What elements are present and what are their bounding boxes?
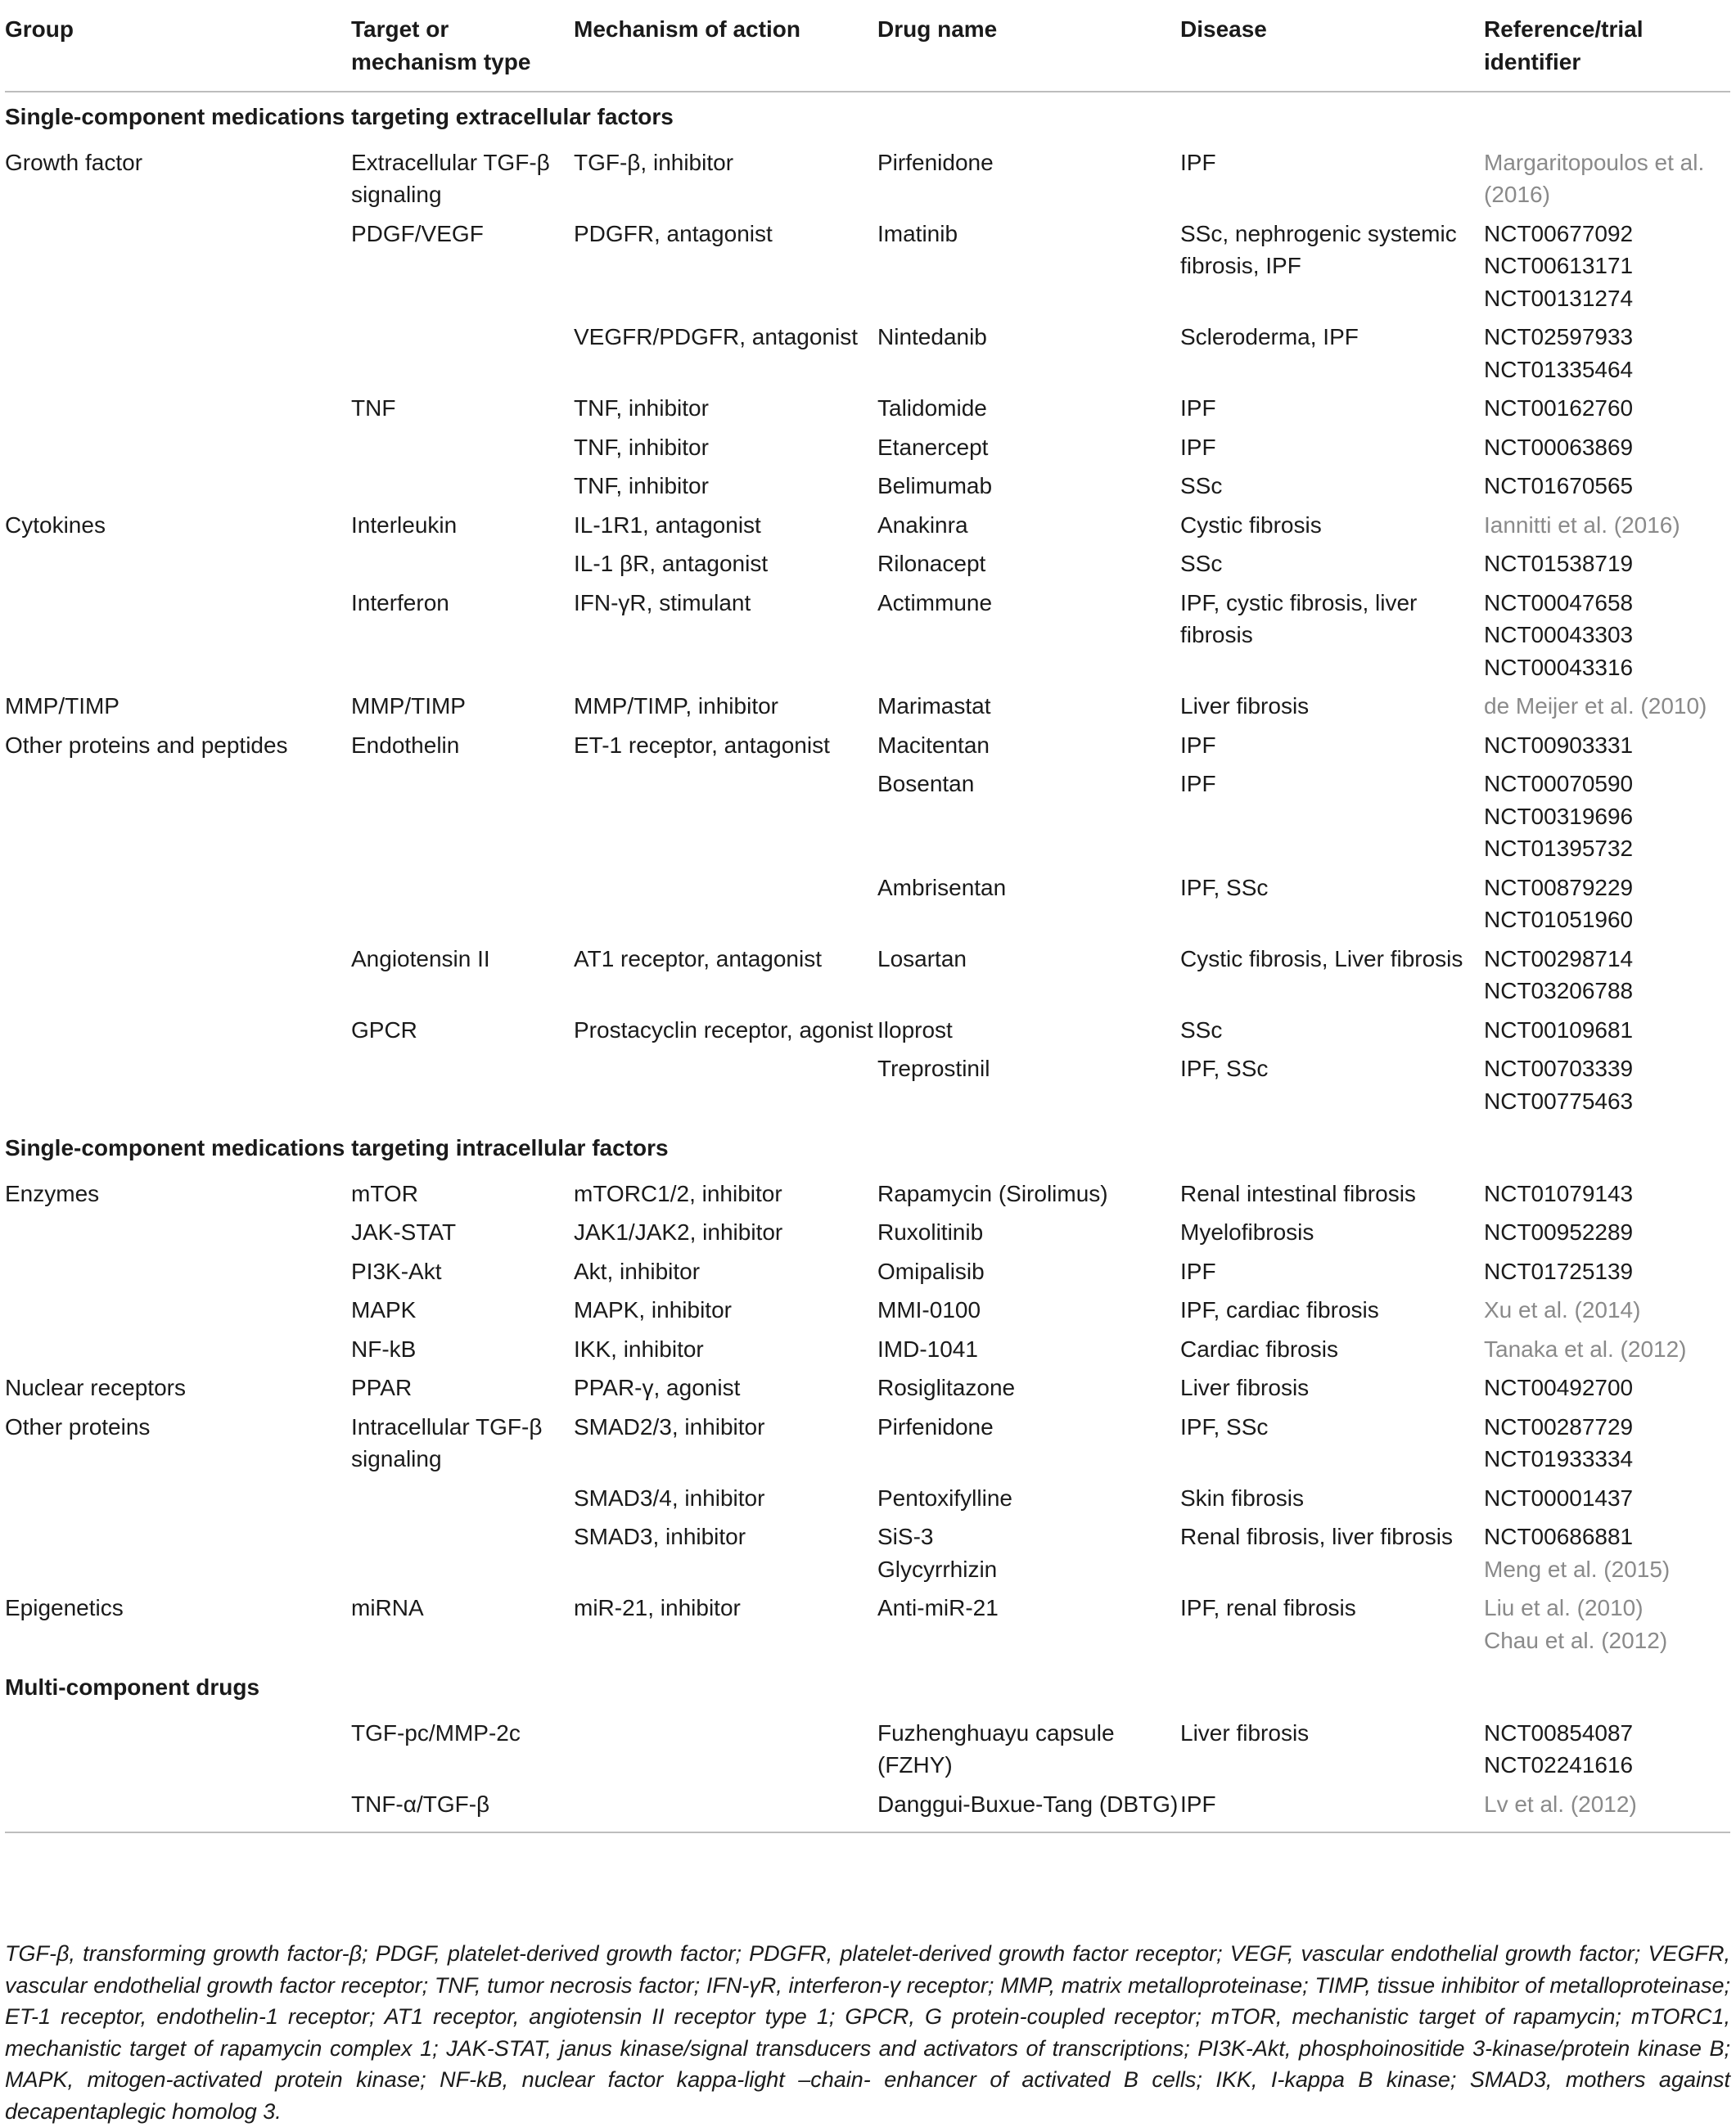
cell-disease: IPF, SSc	[1180, 874, 1269, 900]
cell-target	[351, 321, 574, 392]
cell-reference	[1484, 321, 1730, 392]
cell-drug-name: Danggui-Buxue-Tang (DBTG)	[877, 1788, 1180, 1833]
trial-identifier: NCT00903331	[1484, 732, 1634, 758]
table-row	[5, 1255, 1730, 1295]
cell-group	[5, 943, 351, 1014]
cell-group: Growth factor	[5, 149, 143, 175]
table-row	[5, 218, 1730, 322]
cell-reference	[1484, 138, 1730, 218]
cell-reference	[1484, 509, 1730, 548]
cell-disease: IPF, cystic fibrosis, liver fibrosis	[1180, 589, 1418, 647]
cell-reference	[1484, 392, 1730, 431]
cell-disease: SSc, nephrogenic systemic fibrosis, IPF	[1180, 220, 1457, 278]
cell-mechanism: IKK, inhibitor	[574, 1336, 704, 1362]
reference-link[interactable]: de Meijer et al. (2010)	[1484, 693, 1707, 719]
cell-reference	[1484, 1333, 1730, 1372]
table-row	[5, 1411, 1730, 1482]
cell-group: Epigenetics	[5, 1595, 124, 1620]
cell-drug-name: Talidomide	[877, 395, 987, 421]
trial-identifier: NCT00287729 NCT01933334	[1484, 1413, 1634, 1471]
cell-target: TGF-pc/MMP-2c	[351, 1719, 521, 1746]
cell-mechanism: ET-1 receptor, antagonist	[574, 732, 830, 758]
reference-link[interactable]: Meng et al. (2015)	[1484, 1556, 1671, 1582]
cell-drug-name: Rapamycin (Sirolimus)	[877, 1180, 1108, 1206]
cell-drug-name: Rilonacept	[877, 551, 986, 576]
cell-disease: Cystic fibrosis, Liver fibrosis	[1180, 945, 1463, 971]
cell-reference	[1484, 1411, 1730, 1482]
cell-disease: IPF, SSc	[1180, 1413, 1269, 1440]
cell-drug-name: Pirfenidone	[877, 149, 994, 175]
trial-identifier: NCT00686881	[1484, 1524, 1634, 1549]
table-row	[5, 872, 1730, 943]
cell-target: MAPK	[351, 1297, 417, 1323]
cell-reference	[1484, 1709, 1730, 1788]
cell-drug-name: SiS-3 Glycyrrhizin	[877, 1524, 998, 1582]
cell-reference	[1484, 729, 1730, 768]
cell-mechanism: JAK1/JAK2, inhibitor	[574, 1219, 783, 1245]
table-body	[5, 92, 1730, 1832]
cell-mechanism: PDGFR, antagonist	[574, 220, 773, 246]
section-header-row	[5, 92, 1730, 138]
cell-drug-name: Anti-miR-21	[877, 1595, 999, 1620]
cell-mechanism: mTORC1/2, inhibitor	[574, 1180, 782, 1206]
trial-identifier: NCT00047658 NCT00043303 NCT00043316	[1484, 589, 1634, 680]
cell-target	[351, 1521, 574, 1592]
cell-mechanism	[574, 872, 877, 943]
table-row	[5, 1052, 1730, 1124]
table-row	[5, 138, 1730, 218]
reference-link[interactable]: Tanaka et al. (2012)	[1484, 1336, 1687, 1362]
cell-reference	[1484, 587, 1730, 691]
cell-target: MMP/TIMP	[351, 693, 466, 719]
cell-group	[5, 548, 351, 587]
cell-mechanism: PPAR-γ, agonist	[574, 1375, 741, 1400]
header-row	[5, 13, 1730, 92]
reference-link[interactable]: Iannitti et al. (2016)	[1484, 511, 1680, 538]
cell-group	[5, 1709, 351, 1788]
cell-disease: IPF, renal fibrosis	[1180, 1595, 1356, 1620]
cell-target: mTOR	[351, 1180, 418, 1206]
cell-group	[5, 1216, 351, 1255]
cell-mechanism: IL-1 βR, antagonist	[574, 551, 769, 576]
cell-reference	[1484, 943, 1730, 1014]
trial-identifier: NCT00854087 NCT02241616	[1484, 1719, 1634, 1778]
table-row	[5, 392, 1730, 431]
table-row	[5, 548, 1730, 587]
table-row	[5, 729, 1730, 768]
cell-target: miRNA	[351, 1595, 424, 1620]
cell-reference	[1484, 1294, 1730, 1333]
cell-drug-name: Macitentan	[877, 732, 990, 758]
header-disease: Disease	[1180, 13, 1484, 92]
cell-group: Cytokines	[5, 511, 106, 538]
cell-mechanism: SMAD2/3, inhibitor	[574, 1413, 765, 1440]
cell-disease: IPF	[1180, 732, 1216, 758]
trial-identifier: NCT00001437	[1484, 1485, 1634, 1511]
cell-target	[351, 1052, 574, 1124]
cell-mechanism: Akt, inhibitor	[574, 1258, 701, 1284]
trial-identifier: NCT00879229 NCT01051960	[1484, 874, 1634, 932]
table-row	[5, 943, 1730, 1014]
cell-group	[5, 1294, 351, 1333]
cell-target: JAK-STAT	[351, 1219, 457, 1245]
cell-disease: IPF	[1180, 771, 1216, 796]
cell-drug-name: MMI-0100	[877, 1297, 981, 1323]
trial-identifier: NCT01538719	[1484, 551, 1634, 576]
cell-target	[351, 548, 574, 587]
cell-reference	[1484, 1482, 1730, 1521]
table-row	[5, 587, 1730, 691]
section-header-row	[5, 1663, 1730, 1709]
cell-drug-name: Omipalisib	[877, 1258, 985, 1284]
cell-group	[5, 1052, 351, 1124]
cell-group	[5, 321, 351, 392]
cell-disease: IPF	[1180, 395, 1216, 421]
cell-target	[351, 872, 574, 943]
cell-drug-name: Rosiglitazone	[877, 1375, 1016, 1400]
cell-disease: IPF	[1180, 1788, 1484, 1833]
cell-reference	[1484, 768, 1730, 872]
cell-group	[5, 218, 351, 322]
cell-drug-name: Anakinra	[877, 511, 968, 538]
cell-drug-name: Nintedanib	[877, 324, 987, 349]
section-header-row	[5, 1124, 1730, 1169]
trial-identifier: NCT00070590 NCT00319696 NCT01395732	[1484, 771, 1634, 861]
cell-target: GPCR	[351, 1016, 417, 1043]
cell-drug-name: Ruxolitinib	[877, 1219, 984, 1245]
cell-reference	[1484, 1255, 1730, 1295]
cell-reference	[1484, 872, 1730, 943]
trial-identifier: NCT00952289	[1484, 1219, 1634, 1245]
cell-target	[351, 470, 574, 509]
trial-identifier: NCT00298714 NCT03206788	[1484, 945, 1634, 1003]
cell-drug-name: Ambrisentan	[877, 874, 1007, 900]
cell-target: TNF-α/TGF-β	[351, 1788, 574, 1833]
cell-group: Other proteins and peptides	[5, 732, 288, 758]
cell-target: NF-kB	[351, 1336, 417, 1362]
cell-target: Interleukin	[351, 511, 458, 538]
cell-mechanism	[574, 1052, 877, 1124]
cell-mechanism: TNF, inhibitor	[574, 434, 709, 460]
cell-drug-name: Bosentan	[877, 771, 975, 796]
cell-reference	[1484, 1216, 1730, 1255]
table-row	[5, 1521, 1730, 1592]
cell-group	[5, 1788, 351, 1833]
table-row	[5, 1709, 1730, 1788]
header-target: Target or mechanism type	[351, 13, 574, 92]
cell-disease: Cystic fibrosis	[1180, 511, 1322, 538]
trial-identifier: NCT01725139	[1484, 1258, 1634, 1284]
trial-identifier: NCT00063869	[1484, 434, 1634, 460]
cell-mechanism: VEGFR/PDGFR, antagonist	[574, 324, 859, 349]
cell-target: Angiotensin II	[351, 945, 490, 971]
cell-mechanism: IFN-γR, stimulant	[574, 589, 751, 615]
cell-reference	[1484, 431, 1730, 471]
section-title: Single-component medications targeting intracellular factors	[5, 1135, 669, 1160]
cell-mechanism: SMAD3/4, inhibitor	[574, 1485, 765, 1511]
header-mechanism: Mechanism of action	[574, 13, 877, 92]
cell-drug-name: Etanercept	[877, 434, 989, 460]
table-row	[5, 690, 1730, 729]
cell-group	[5, 470, 351, 509]
table-row	[5, 1169, 1730, 1217]
cell-disease: SSc	[1180, 473, 1223, 498]
cell-group	[5, 1521, 351, 1592]
cell-drug-name: Iloprost	[877, 1016, 953, 1043]
table-row	[5, 768, 1730, 872]
section-title: Single-component medications targeting extracellular factors	[5, 104, 674, 129]
table-row	[5, 321, 1730, 392]
cell-group	[5, 1014, 351, 1053]
cell-drug-name: Marimastat	[877, 693, 991, 719]
cell-target: PPAR	[351, 1375, 413, 1400]
cell-target: TNF	[351, 395, 396, 421]
cell-drug-name: Pentoxifylline	[877, 1485, 1012, 1511]
reference-link[interactable]: Margaritopoulos et al. (2016)	[1484, 149, 1705, 207]
trial-identifier: NCT00703339 NCT00775463	[1484, 1056, 1634, 1114]
cell-reference	[1484, 1372, 1730, 1411]
cell-disease: Liver fibrosis	[1180, 693, 1310, 719]
cell-disease: Liver fibrosis	[1180, 1375, 1310, 1400]
cell-target	[351, 431, 574, 471]
header-reference: Reference/trial identifier	[1484, 13, 1730, 92]
trial-identifier: NCT00109681	[1484, 1016, 1634, 1043]
cell-disease: Liver fibrosis	[1180, 1719, 1310, 1746]
cell-reference	[1484, 690, 1730, 729]
table-footnote: TGF-β, transforming growth factor-β; PDGF, platelet-derived growth factor; PDGFR, platelet-derived growth factor receptor; VEGF, vascular endothelial growth factor; VEGFR, vascular endothelial growth factor receptor; TNF, tumor necrosis factor; IFN-γR, interferon-γ receptor; MMP, matrix metalloproteinase; TIMP, tissue inhibitor of metalloproteinase; ET-1 receptor, endothelin-1 receptor; AT1 receptor, angiotensin II receptor type 1; GPCR, G protein-coupled receptor; mTOR, mechanistic target of rapamycin; mTORC1, mechanistic target of rapamycin complex 1; JAK-STAT, janus kinase/signal transducers and activators of transcriptions; PI3K-Akt, phosphoinositide 3-kinase/protein kinase B; MAPK, mitogen-activated protein kinase; NF-kB, nuclear factor kappa-light –chain- enhancer of activated B cells; IKK, I-kappa B kinase; SMAD3, mothers against decapentaplegic homolog 3.	[5, 1941, 1730, 2124]
cell-group: Nuclear receptors	[5, 1375, 186, 1400]
trial-identifier: NCT00677092 NCT00613171 NCT00131274	[1484, 220, 1634, 311]
cell-target: PI3K-Akt	[351, 1258, 442, 1284]
cell-mechanism: TNF, inhibitor	[574, 473, 709, 498]
table-row	[5, 1333, 1730, 1372]
cell-disease: IPF, cardiac fibrosis	[1180, 1297, 1379, 1323]
trial-identifier: NCT02597933 NCT01335464	[1484, 324, 1634, 382]
trial-identifier: NCT00492700	[1484, 1375, 1634, 1400]
cell-disease: Renal intestinal fibrosis	[1180, 1180, 1416, 1206]
cell-target: Extracellular TGF-β signaling	[351, 149, 550, 207]
table-row	[5, 431, 1730, 471]
reference-link[interactable]: Liu et al. (2010) Chau et al. (2012)	[1484, 1595, 1668, 1653]
cell-mechanism: Prostacyclin receptor, agonist	[574, 1016, 873, 1043]
cell-mechanism: AT1 receptor, antagonist	[574, 945, 822, 971]
table-row	[5, 470, 1730, 509]
cell-drug-name: Belimumab	[877, 473, 993, 498]
cell-target: Intracellular TGF-β signaling	[351, 1413, 543, 1471]
cell-reference	[1484, 548, 1730, 587]
cell-target	[351, 1482, 574, 1521]
cell-drug-name: Fuzhenghuayu capsule (FZHY)	[877, 1719, 1115, 1778]
table-row	[5, 1372, 1730, 1411]
table-row	[5, 1216, 1730, 1255]
table-row	[5, 1014, 1730, 1053]
cell-mechanism	[574, 1709, 877, 1788]
cell-reference	[1484, 1052, 1730, 1124]
cell-disease: Cardiac fibrosis	[1180, 1336, 1338, 1362]
cell-disease: IPF	[1180, 434, 1216, 460]
trial-identifier: NCT01079143	[1484, 1180, 1634, 1206]
cell-disease: Scleroderma, IPF	[1180, 324, 1359, 349]
cell-target: PDGF/VEGF	[351, 220, 484, 246]
cell-disease: Renal fibrosis, liver fibrosis	[1180, 1524, 1453, 1549]
cell-reference	[1484, 1788, 1730, 1833]
cell-mechanism: TGF-β, inhibitor	[574, 149, 734, 175]
cell-drug-name: Actimmune	[877, 589, 993, 615]
cell-mechanism	[574, 1788, 877, 1833]
cell-drug-name: Treprostinil	[877, 1056, 990, 1081]
reference-link[interactable]: Lv et al. (2012)	[1484, 1791, 1637, 1817]
table-row	[5, 1788, 1730, 1833]
cell-target: Interferon	[351, 589, 449, 615]
cell-reference	[1484, 1014, 1730, 1053]
trial-identifier: NCT00162760	[1484, 395, 1634, 421]
trial-identifier: NCT01670565	[1484, 473, 1634, 498]
cell-mechanism: MAPK, inhibitor	[574, 1297, 732, 1323]
cell-mechanism: miR-21, inhibitor	[574, 1595, 741, 1620]
cell-reference	[1484, 218, 1730, 322]
cell-disease: IPF	[1180, 149, 1216, 175]
cell-disease: Skin fibrosis	[1180, 1485, 1304, 1511]
table-header	[5, 13, 1730, 92]
cell-reference	[1484, 470, 1730, 509]
cell-group	[5, 872, 351, 943]
drug-table	[5, 13, 1730, 1833]
cell-reference	[1484, 1592, 1730, 1663]
cell-reference	[1484, 1169, 1730, 1217]
cell-mechanism: IL-1R1, antagonist	[574, 511, 761, 538]
cell-group	[5, 587, 351, 691]
cell-disease: SSc	[1180, 551, 1223, 576]
cell-disease: IPF, SSc	[1180, 1056, 1269, 1081]
header-drug-name: Drug name	[877, 13, 1180, 92]
table-row	[5, 509, 1730, 548]
header-group: Group	[5, 13, 351, 92]
cell-drug-name: Imatinib	[877, 220, 958, 246]
cell-group: Other proteins	[5, 1413, 151, 1440]
cell-mechanism: MMP/TIMP, inhibitor	[574, 693, 778, 719]
cell-drug-name: Losartan	[877, 945, 967, 971]
cell-drug-name: Pirfenidone	[877, 1413, 994, 1440]
cell-target: Endothelin	[351, 732, 460, 758]
cell-group	[5, 1255, 351, 1295]
cell-group	[5, 1333, 351, 1372]
cell-disease: SSc	[1180, 1016, 1223, 1043]
cell-reference	[1484, 1521, 1730, 1592]
section-title: Multi-component drugs	[5, 1674, 260, 1700]
cell-group	[5, 768, 351, 872]
cell-group	[5, 1482, 351, 1521]
cell-group: Enzymes	[5, 1180, 100, 1206]
table-row	[5, 1294, 1730, 1333]
cell-mechanism: TNF, inhibitor	[574, 395, 709, 421]
cell-target	[351, 768, 574, 872]
cell-mechanism: SMAD3, inhibitor	[574, 1524, 746, 1549]
table-row	[5, 1482, 1730, 1521]
cell-disease: Myelofibrosis	[1180, 1219, 1314, 1245]
reference-link[interactable]: Xu et al. (2014)	[1484, 1297, 1641, 1323]
cell-drug-name: IMD-1041	[877, 1336, 978, 1362]
cell-group	[5, 392, 351, 431]
cell-mechanism	[574, 768, 877, 872]
cell-group: MMP/TIMP	[5, 693, 119, 719]
cell-group	[5, 431, 351, 471]
cell-disease: IPF	[1180, 1258, 1216, 1284]
table-row	[5, 1592, 1730, 1663]
